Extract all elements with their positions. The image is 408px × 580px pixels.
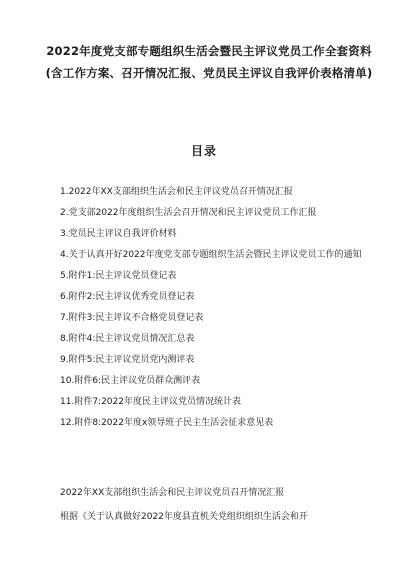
toc-heading: 目录 (190, 144, 217, 158)
toc-item: 10.附件6:民主评议党员群众测评表 (60, 376, 201, 386)
toc-item: 7.附件3:民主评议不合格党员登记表 (60, 313, 204, 323)
toc-item: 1.2022年XX支部组织生活会和民主评议党员召开情况汇报 (60, 187, 293, 197)
toc-item: 9.附件5:民主评议党员党内测评表 (60, 355, 195, 365)
body-paragraph: 根据《关于认真做好2022年度县直机关党组织组织生活会和开 (60, 512, 308, 522)
toc-item: 6.附件2:民主评议优秀党员登记表 (60, 292, 195, 302)
toc-item: 8.附件4:民主评议党员情况汇总表 (60, 334, 195, 344)
toc-item: 11.附件7:2022年度民主评议党员情况统计表 (60, 397, 241, 407)
document-title: 2022年度党支部专题组织生活会暨民主评议党员工作全套资料(含工作方案、召开情况汇报、党员民主评议自我评价表格清单) (45, 44, 373, 80)
toc-item: 12.附件8:2022年度x领导班子民主生活会征求意见表 (60, 418, 274, 428)
section-heading-paragraph: 2022年XX支部组织生活会和民主评议党员召开情况汇报 (60, 488, 285, 498)
table-of-contents (60, 182, 370, 434)
toc-item: 5.附件1:民主评议党员登记表 (60, 271, 177, 281)
toc-item: 2.党支部2022年度组织生活会召开情况和民主评议党员工作汇报 (60, 208, 317, 218)
toc-item: 3.党员民主评议自我评价材料 (60, 229, 177, 239)
toc-item: 4.关于认真开好2022年度党支部专题组织生活会暨民主评议党员工作的通知 (60, 250, 362, 260)
